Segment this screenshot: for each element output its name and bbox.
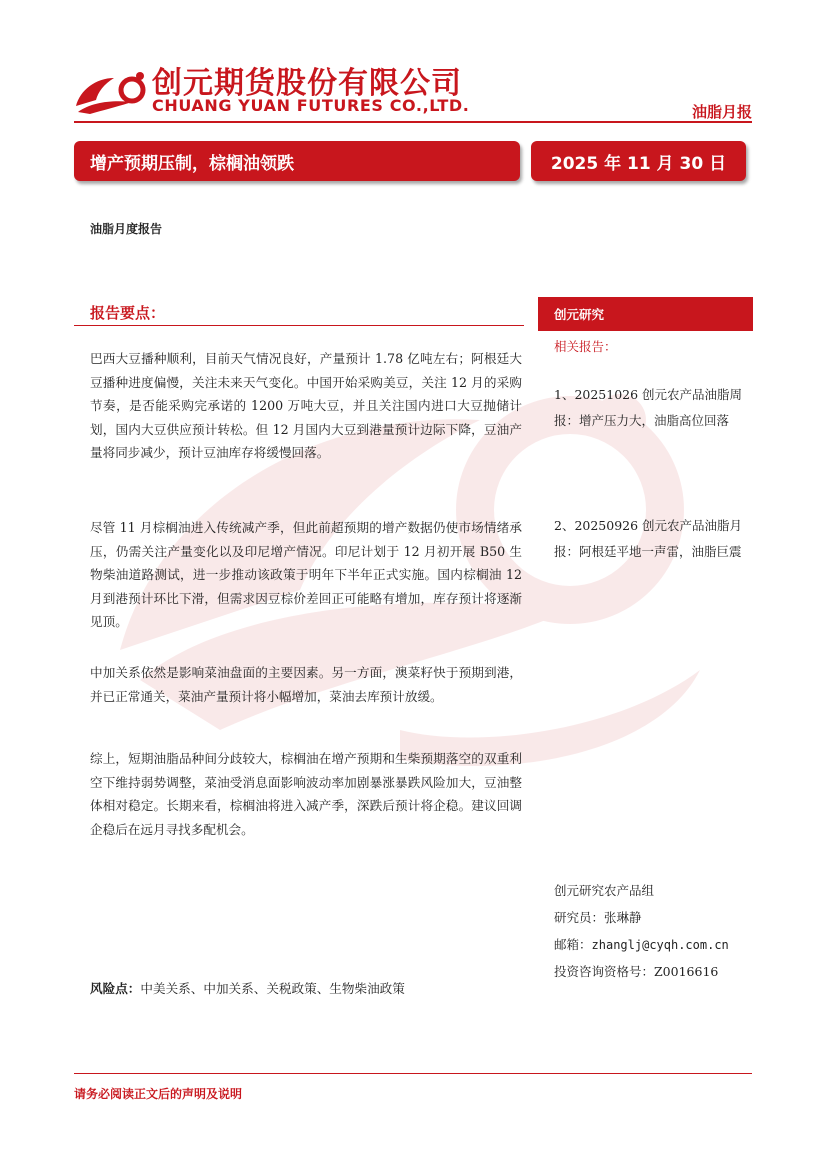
key-points-heading: 报告要点： (90, 304, 166, 322)
footer-disclaimer: 请务必阅读正文后的声明及说明 (74, 1087, 243, 1101)
researcher-name: 研究员：张琳静 (554, 910, 642, 925)
email-address[interactable]: zhanglj@cyqh.com.cn (591, 938, 729, 952)
risk-text: 中美关系、中加关系、关税政策、生物柴油政策 (140, 981, 405, 996)
risk-section (90, 978, 405, 997)
report-date-banner (531, 141, 746, 181)
company-name-en: CHUANG YUAN FUTURES CO.,LTD. (152, 96, 470, 115)
report-date: 2025 年 11 月 30 日 (550, 153, 727, 174)
report-title-banner (74, 141, 520, 181)
sidebar-header (538, 297, 753, 331)
company-name-cn: 创元期货股份有限公司 (152, 66, 462, 101)
company-logo-icon (74, 68, 154, 114)
key-point-paragraph: 综上，短期油脂品种间分歧较大，棕榈油在增产预期和生柴预期落空的双重利空下维持弱势调整，菜油受消息面影响波动率加剧暴涨暴跌风险加大，豆油整体相对稳定。长期来看，棕榈油将进入减产季，深跌后预计将企稳。建议回调企稳后在远月寻找多配机会。 (90, 751, 522, 837)
key-point-paragraph: 巴西大豆播种顺利，目前天气情况良好，产量预计 1.78 亿吨左右；阿根廷大豆播种进度偏慢，关注未来天气变化。中国开始采购美豆，关注 12 月的采购节奏，是否能采购完承诺的 1200 万吨大豆，并且关注国内进口大豆抛储计划，国内大豆供应预计转松。但 12 月国内大豆到港量预计边际下降，豆油产量将同步减少，预计豆油库存将缓慢回落。 (90, 351, 522, 460)
email-line (554, 935, 729, 953)
key-points-divider (74, 325, 524, 326)
sidebar-header-label: 创元研究 (554, 307, 605, 322)
related-report-link[interactable]: 2、20250926 创元农产品油脂月报：阿根廷平地一声雷，油脂巨震 (554, 518, 743, 559)
report-title: 增产预期压制，棕榈油领跌 (90, 153, 294, 174)
footer-divider (74, 1073, 752, 1074)
header-divider (74, 121, 752, 123)
risk-label: 风险点： (90, 981, 141, 996)
research-group: 创元研究农产品组 (554, 883, 655, 898)
license-number: 投资咨询资格号：Z0016616 (554, 964, 719, 979)
email-label: 邮箱： (554, 937, 592, 952)
report-type-label: 油脂月报 (691, 103, 752, 121)
report-subtitle: 油脂月度报告 (90, 222, 163, 236)
related-reports-label: 相关报告： (554, 339, 617, 354)
key-point-paragraph: 尽管 11 月棕榈油进入传统减产季，但此前超预期的增产数据仍使市场情绪承压，仍需关注产量变化以及印尼增产情况。印尼计划于 12 月初开展 B50 生物柴油道路测试，进一步推动该政策于明年下半年正式实施。国内棕榈油 12 月到港预计环比下滑，但需求因豆棕价差回正可能略有增加，库存预计将逐渐见顶。 (90, 520, 522, 629)
related-report-link[interactable]: 1、20251026 创元农产品油脂周报：增产压力大，油脂高位回落 (554, 387, 743, 428)
key-point-paragraph: 中加关系依然是影响菜油盘面的主要因素。另一方面，澳菜籽快于预期到港，并已正常通关，菜油产量预计将小幅增加，菜油去库预计放缓。 (90, 665, 522, 704)
